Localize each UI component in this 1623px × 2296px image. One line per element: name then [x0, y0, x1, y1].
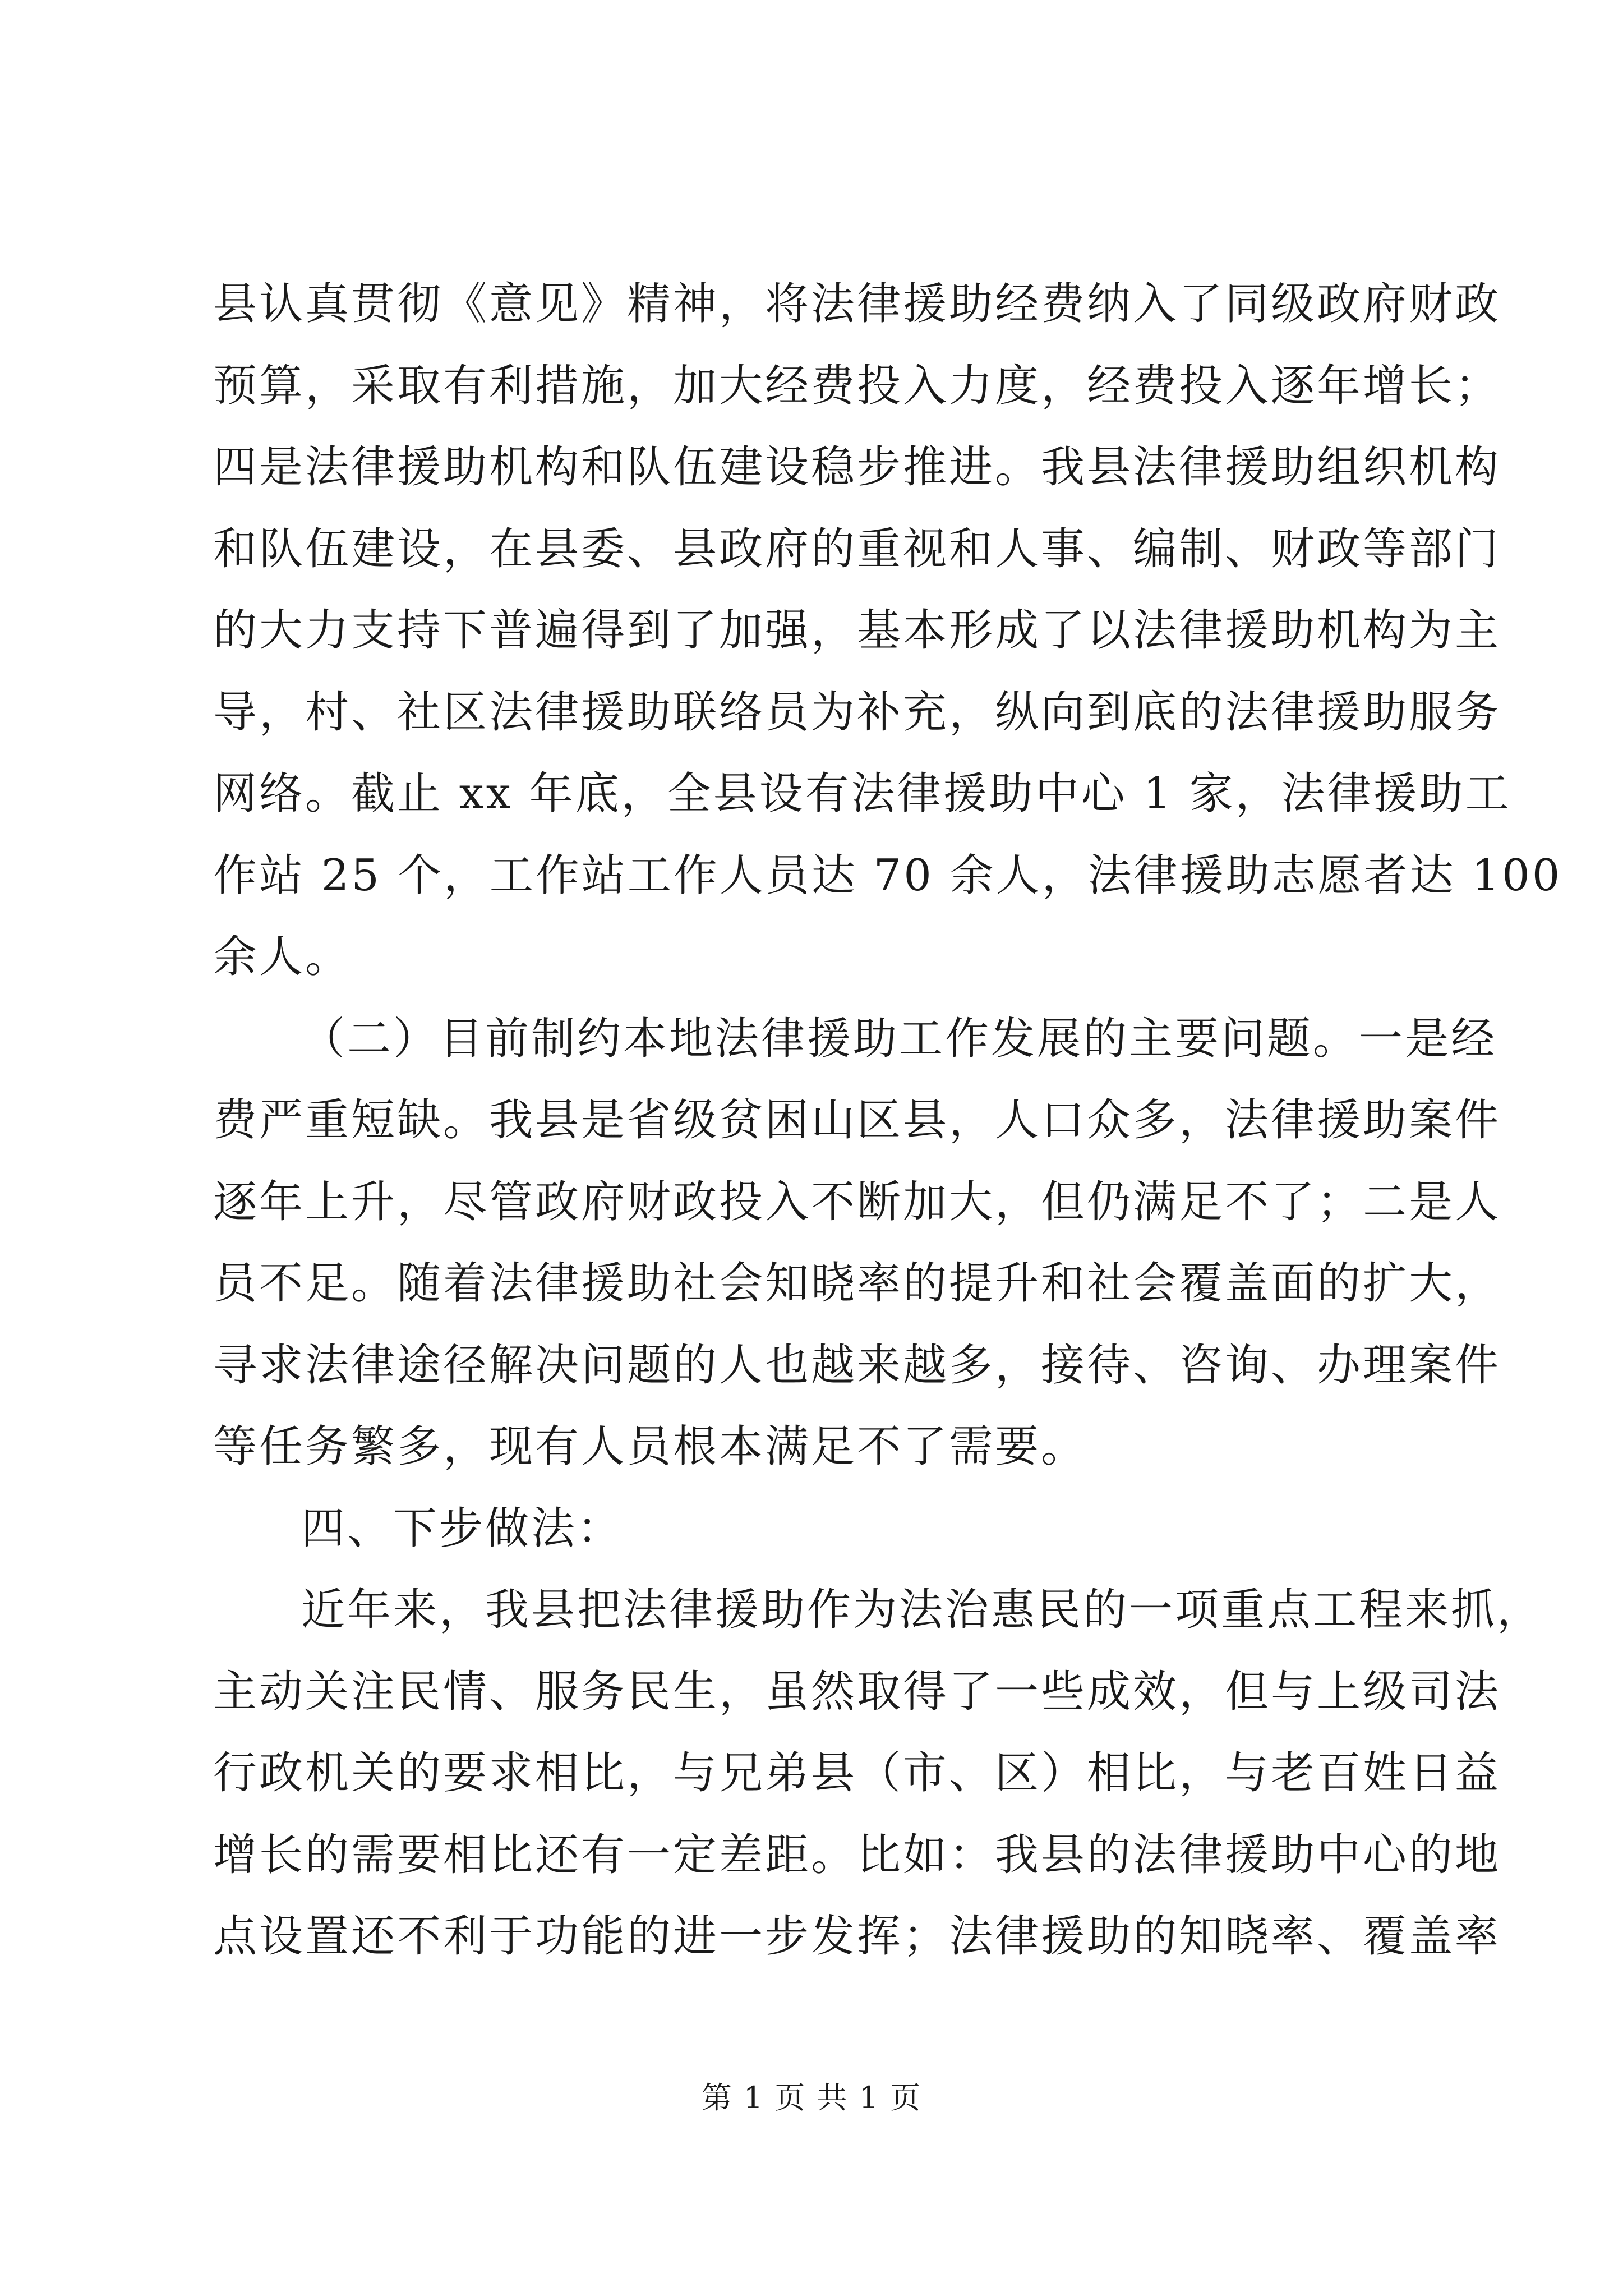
paragraph-start-line: （二）目前制约本地法律援助工作发展的主要问题。一是经 [301, 1013, 1497, 1064]
text-line: 逐年上升，尽管政府财政投入不断加大，但仍满足不了；二是人 [213, 1176, 1501, 1227]
page-number-footer: 第 1 页 共 1 页 [701, 2080, 922, 2115]
text-line: 寻求法律途径解决问题的人也越来越多，接待、咨询、办理案件 [213, 1340, 1501, 1391]
text-line: 导，村、社区法律援助联络员为补充，纵向到底的法律援助服务 [213, 687, 1501, 738]
section-heading: 四、下步做法： [301, 1503, 624, 1554]
text-line: 行政机关的要求相比，与兄弟县（市、区）相比，与老百姓日益 [213, 1748, 1501, 1798]
text-line: 县认真贯彻《意见》精神，将法律援助经费纳入了同级政府财政 [213, 279, 1501, 329]
text-line: 等任务繁多，现有人员根本满足不了需要。 [213, 1421, 1087, 1472]
text-line: 员不足。随着法律援助社会知晓率的提升和社会覆盖面的扩大， [213, 1258, 1501, 1309]
text-line: 余人。 [213, 932, 352, 982]
document-body [213, 264, 1562, 1978]
text-line: 的大力支持下普遍得到了加强，基本形成了以法律援助机构为主 [213, 605, 1501, 656]
text-line: 预算，采取有利措施，加大经费投入力度，经费投入逐年增长； [213, 360, 1501, 411]
text-line: 四是法律援助机构和队伍建设稳步推进。我县法律援助组织机构 [213, 442, 1501, 493]
text-line: 点设置还不利于功能的进一步发挥；法律援助的知晓率、覆盖率 [213, 1911, 1501, 1962]
text-line: 作站 25 个，工作站工作人员达 70 余人，法律援助志愿者达 100 [213, 850, 1562, 901]
text-line: 网络。截止 xx 年底，全县设有法律援助中心 1 家，法律援助工 [213, 769, 1511, 819]
text-line: 费严重短缺。我县是省级贫困山区县，人口众多，法律援助案件 [213, 1095, 1501, 1145]
text-line: 主动关注民情、服务民生，虽然取得了一些成效，但与上级司法 [213, 1666, 1501, 1717]
text-line: 和队伍建设，在县委、县政府的重视和人事、编制、财政等部门 [213, 523, 1501, 574]
text-line: 增长的需要相比还有一定差距。比如：我县的法律援助中心的地 [213, 1829, 1501, 1880]
paragraph-start-line: 近年来，我县把法律援助作为法治惠民的一项重点工程来抓， [301, 1585, 1543, 1635]
